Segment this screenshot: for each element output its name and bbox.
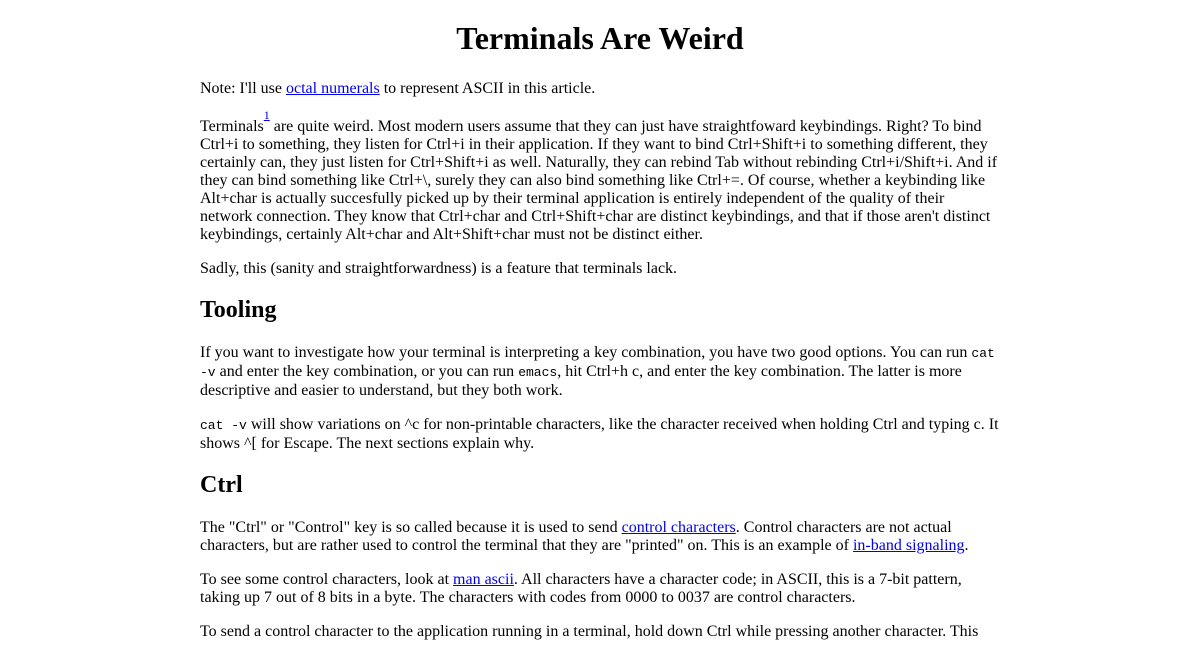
ctrl-text-3: .: [964, 537, 969, 554]
in-band-signaling-link[interactable]: in-band signaling: [852, 537, 965, 554]
tooling-paragraph-2: [200, 416, 1000, 453]
tooling-heading: Tooling: [200, 297, 277, 323]
tooling-paragraph-1: [200, 344, 1000, 400]
ctrl-text-2: . Control characters are not actual characters, but are rather used to control the terminal that they are "printed" on. This is an example of: [200, 519, 952, 554]
tooling-text-1: If you want to investigate how your terminal is interpreting a key combination, you have two good options. You can run: [200, 344, 972, 361]
ctrl-heading: Ctrl: [200, 472, 243, 498]
intro-word: Terminals: [200, 118, 264, 135]
note-text-after: to represent ASCII in this article.: [379, 80, 596, 97]
emacs-code: emacs: [518, 365, 558, 380]
ctrl-text-4: To see some control characters, look at: [200, 571, 454, 588]
footnote-link[interactable]: 1: [263, 108, 270, 122]
octal-numerals-link[interactable]: octal numerals: [285, 80, 380, 97]
ctrl-paragraph-1: [200, 519, 1000, 555]
ctrl-paragraph-2: [200, 571, 1000, 607]
ctrl-paragraph-3: To send a control character to the application running in a terminal, hold down Ctrl while pressing another character. This: [200, 623, 979, 640]
cat-v-code-2: cat -v: [200, 418, 247, 433]
tooling-text-2: and enter the key combination, or you can run: [215, 363, 519, 380]
sadly-paragraph: Sadly, this (sanity and straightforwardness) is a feature that terminals lack.: [200, 260, 678, 277]
man-ascii-link[interactable]: man ascii: [453, 571, 514, 588]
tooling-text-3: , hit Ctrl+h c, and enter the key combination. The latter is more descriptive and easier to understand, but they both work.: [200, 363, 962, 399]
note-text-before: Note: I'll use: [200, 80, 286, 97]
article: [200, 20, 1000, 641]
ctrl-text-5: . All characters have a character code; in ASCII, this is a 7-bit pattern, taking up 7 out of 8 bits in a byte. The characters with codes from 0000 to 0037 are control characters.: [200, 571, 962, 606]
page-title: Terminals Are Weird: [456, 20, 744, 56]
cat-v-code: cat -v: [200, 346, 995, 380]
intro-text: are quite weird. Most modern users assume that they can just have straightfoward keybindings. Right? To bind Ctrl+i to something, they listen for Ctrl+i in their application. If they want to bind Ctrl+Shift+i to something different, they certainly can, they just listen for Ctrl+Shift+i as well. Naturally, they can rebind Tab without rebinding Ctrl+i/Shift+i. And if they can bind something like Ctrl+\, surely they can also bind something like Ctrl+=. Of course, whether a keybinding like Alt+char is actually succesfully picked up by their terminal application is entirely independent of the quality of their network connection. They know that Ctrl+char and Ctrl+Shift+char are distinct keybindings, and that if those aren't distinct keybindings, certainly Alt+char and Alt+Shift+char must not be distinct either.: [200, 118, 998, 243]
tooling-text-4: will show variations on ^c for non-printable characters, like the character received when holding Ctrl and typing c. It shows ^[ for Escape. The next sections explain why.: [200, 416, 999, 452]
ctrl-text-1: The "Ctrl" or "Control" key is so called because it is used to send: [200, 519, 622, 536]
note-paragraph: [200, 80, 1000, 98]
intro-paragraph: [200, 108, 1000, 244]
control-characters-link[interactable]: control characters: [621, 519, 736, 536]
